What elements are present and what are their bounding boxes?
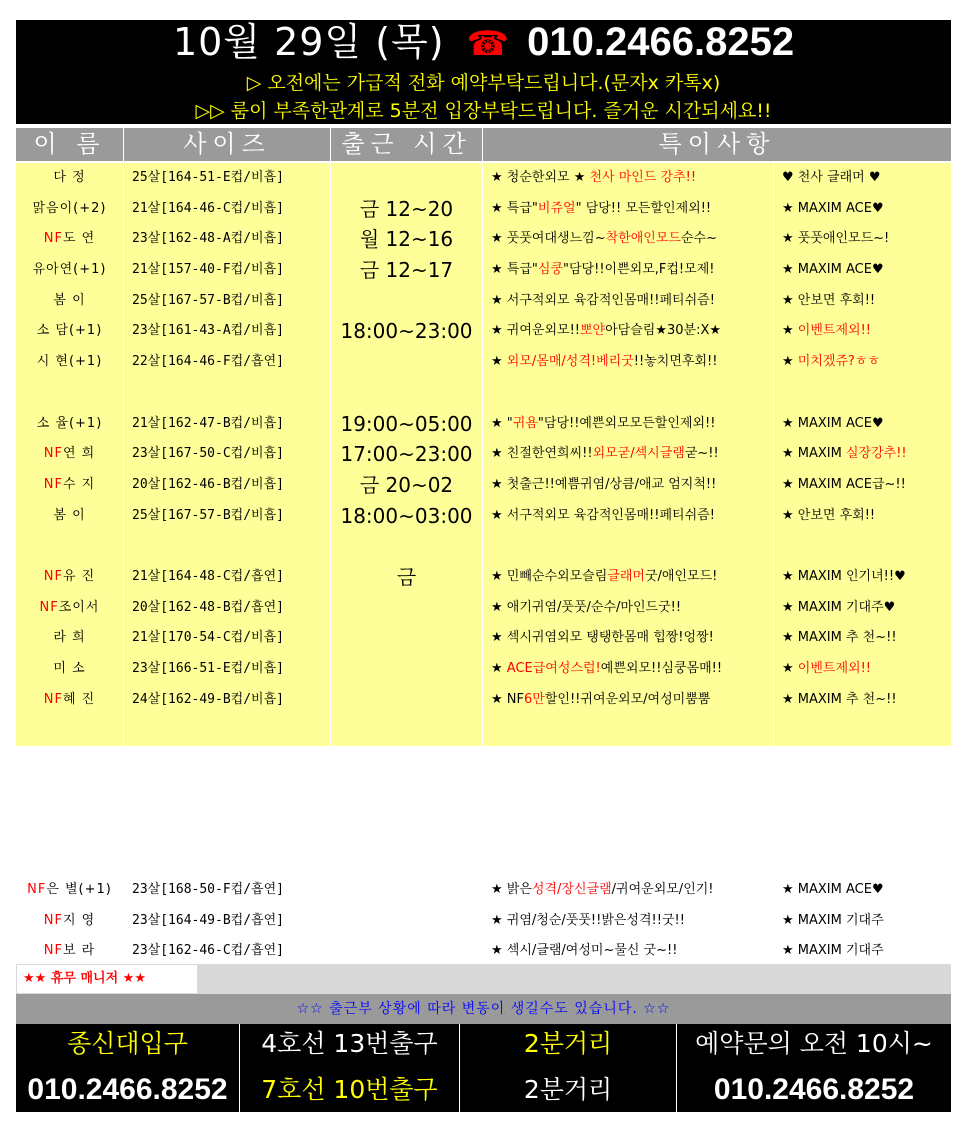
cell-note [483, 316, 774, 347]
cell-size: 20살[162-48-B컵/흡연] [124, 593, 331, 624]
cell-extra [774, 409, 951, 440]
table-row [16, 439, 951, 470]
cell-note [483, 439, 774, 470]
extra-text: ★ MAXIM ACE♥ [782, 415, 884, 431]
cell-note [483, 163, 774, 194]
footer-cell-3 [460, 1024, 677, 1112]
note-text-tail: 굿/애인모드! [644, 568, 718, 584]
note-text: ★ " [491, 415, 513, 431]
col-notes: 특이사항 [658, 130, 776, 158]
note-text: ★ 친절한연희씨!! [491, 446, 593, 462]
table-row [16, 255, 951, 286]
name-text: 연 희 [62, 446, 96, 462]
table-row [16, 623, 951, 654]
note-highlight: 외모굳/섹시글램 [592, 446, 685, 462]
cell-size: 21살[164-48-C컵/흡연] [124, 562, 331, 593]
cell-extra [774, 501, 951, 532]
cell-time: 금 12~20 [331, 194, 483, 225]
note-text: ★ 섹시/글램/여성미~물신 굿~!! [491, 943, 678, 959]
extra-text: ★ MAXIM [782, 446, 846, 462]
cell-name: 미 소 [16, 654, 124, 685]
name-text: 은 별(+1) [46, 882, 112, 897]
cell-note [483, 562, 774, 593]
note-text-tail: "담당!!이쁜외모,F컵!모제! [563, 262, 715, 278]
name-text: 혜 진 [62, 691, 96, 707]
note-highlight: 비쥬얼 [537, 200, 576, 216]
extra-highlight: 실장강추!! [845, 446, 907, 462]
extra-text: ★ [782, 661, 798, 676]
nf-badge: NF [43, 568, 63, 584]
note-text-tail: 순수~ [680, 231, 717, 247]
cell-name [16, 936, 124, 967]
table-row [16, 194, 951, 225]
cell-size: 23살[164-49-B컵/흡연] [124, 906, 331, 937]
column-header [16, 128, 951, 161]
note-text-tail: /귀여운외모/인기! [611, 882, 714, 897]
cell-time: 금 20~02 [331, 470, 483, 501]
cell-name: 소 담(+1) [16, 316, 124, 347]
cell-note [483, 875, 774, 906]
note-text: ★ 밝은 [491, 882, 532, 897]
footer-phone-2[interactable]: 010.2466.8252 [713, 1073, 915, 1106]
note-text: ★ 특급" [491, 200, 538, 216]
table-row [16, 715, 951, 746]
table-row [16, 224, 951, 255]
nf-badge: NF [43, 691, 63, 707]
cell-note [483, 531, 774, 562]
extra-text: ♥ 천사 글래머 ♥ [782, 170, 881, 185]
cell-time [331, 936, 483, 967]
footer-cell-2 [240, 1024, 460, 1112]
footer-station: 종신대입구 [67, 1029, 188, 1058]
table-row [16, 685, 951, 716]
col-time: 출근 시간 [331, 128, 483, 161]
cell-extra [774, 593, 951, 624]
cell-size: 25살[164-51-E컵/비흡] [124, 163, 331, 194]
note-text-tail: 굳~!! [684, 446, 719, 462]
table-row [16, 347, 951, 378]
footer-line4: 4호선 13번출구 [261, 1029, 438, 1058]
phone-icon: ☎ [466, 24, 510, 64]
extra-text: ★ MAXIM ACE♥ [782, 200, 884, 216]
cell-size: 21살[162-47-B컵/비흡] [124, 409, 331, 440]
extra-text: ★ MAXIM 기대주 [782, 912, 884, 928]
note-highlight: 뽀얀 [580, 323, 606, 339]
note-highlight: 심쿵 [537, 262, 564, 278]
col-name: 이 름 [16, 128, 124, 161]
footer-cell-4 [677, 1024, 951, 1112]
cell-time [331, 654, 483, 685]
note-highlight: 글래머 [607, 568, 645, 584]
cell-extra [774, 255, 951, 286]
cell-size: 23살[168-50-F컵/흡연] [124, 875, 331, 906]
name-text: 보 라 [62, 943, 96, 959]
extra-text: ★ 안보면 후회!! [782, 507, 876, 523]
extra-text: ★ MAXIM 추 천~!! [782, 630, 897, 646]
note-text: ★ [491, 661, 507, 676]
cell-extra [774, 378, 951, 409]
cell-size: 25살[167-57-B컵/비흡] [124, 501, 331, 532]
note-text-tail: "담당!!예쁜외모모든할인제외!! [537, 415, 716, 431]
name-text: 지 영 [62, 912, 96, 928]
cell-name [16, 439, 124, 470]
note-highlight: ACE급여성스럽! [506, 661, 601, 676]
cell-extra [774, 875, 951, 906]
cell-extra [774, 347, 951, 378]
cell-time [331, 347, 483, 378]
cell-time [331, 286, 483, 317]
cell-name [16, 685, 124, 716]
header-notice-2: ▷▷ 룸이 부족한관계로 5분전 입장부탁드립니다. 즐거운 시간되세요!! [195, 100, 772, 122]
nf-badge: NF [43, 912, 63, 928]
extra-text: ★ MAXIM 기대주♥ [782, 599, 896, 615]
cell-size: 21살[170-54-C컵/비흡] [124, 623, 331, 654]
cell-name: 시 현(+1) [16, 347, 124, 378]
header-date: 10월 29일 (목) [172, 20, 445, 64]
cell-name [16, 906, 124, 937]
footer-cell-1 [16, 1024, 240, 1112]
nf-badge: NF [43, 476, 63, 492]
cell-note [483, 224, 774, 255]
cell-note [483, 593, 774, 624]
note-highlight: 천사 마인드 강추!! [589, 170, 697, 185]
table-row [16, 936, 951, 967]
note-text: ★ [491, 354, 507, 370]
cell-name [16, 875, 124, 906]
header-phone[interactable]: 010.2466.8252 [527, 20, 795, 64]
extra-highlight: 이벤트제외!! [797, 661, 872, 676]
cell-note [483, 906, 774, 937]
cell-size [124, 531, 331, 562]
extra-text: ★ MAXIM 기대주 [782, 943, 884, 959]
extra-text: ★ MAXIM 인기녀!!♥ [782, 568, 906, 584]
cell-size [124, 715, 331, 746]
cell-extra [774, 623, 951, 654]
name-text: 조이서 [58, 599, 100, 615]
note-highlight: 귀욤 [512, 415, 538, 431]
nf-badge: NF [43, 231, 63, 247]
nf-badge: NF [43, 446, 63, 462]
extra-text: ★ 풋풋애인모드~! [782, 231, 890, 247]
table-row [16, 654, 951, 685]
cell-time [331, 906, 483, 937]
footer-phone-1[interactable]: 010.2466.8252 [27, 1073, 228, 1106]
cell-extra [774, 531, 951, 562]
cell-extra [774, 654, 951, 685]
note-highlight: 6만 [524, 691, 545, 707]
note-text: ★ 서구적외모 육감적인몸매!!페티쉬즘! [491, 292, 715, 308]
cell-extra [774, 562, 951, 593]
cell-size: 23살[161-43-A컵/비흡] [124, 316, 331, 347]
note-text: ★ 섹시귀염외모 탱탱한몸매 힙짱!엉짱! [491, 630, 714, 646]
name-text: 도 연 [62, 231, 96, 247]
cell-note [483, 409, 774, 440]
cell-name: 맑음이(+2) [16, 194, 124, 225]
extra-text: ★ MAXIM ACE♥ [782, 882, 884, 897]
cell-name: 소 율(+1) [16, 409, 124, 440]
table-row [16, 562, 951, 593]
cell-size: 22살[164-46-F컵/흡연] [124, 347, 331, 378]
cell-time: 금 12~17 [331, 255, 483, 286]
cell-time: 18:00~03:00 [331, 501, 483, 532]
table-row [16, 906, 951, 937]
cell-time [331, 593, 483, 624]
cell-size: 25살[167-57-B컵/비흡] [124, 286, 331, 317]
cell-extra [774, 163, 951, 194]
extra-text: ★ MAXIM ACE급~!! [782, 476, 906, 492]
extra-text: ★ [782, 323, 798, 339]
cell-extra [774, 685, 951, 716]
notice-bar: ☆☆ 출근부 상황에 따라 변동이 생길수도 있습니다. ☆☆ [16, 994, 951, 1024]
table-row [16, 531, 951, 562]
cell-note [483, 654, 774, 685]
schedule-table [16, 163, 951, 746]
cell-extra [774, 286, 951, 317]
note-text: ★ 애기귀염/풋풋/순수/마인드굿!! [491, 599, 682, 615]
cell-size [124, 378, 331, 409]
note-text: ★ 청순한외모 ★ [491, 170, 590, 185]
note-highlight: 성격/장신글램 [531, 882, 612, 897]
cell-size: 23살[166-51-E컵/비흡] [124, 654, 331, 685]
cell-size: 20살[162-46-B컵/비흡] [124, 470, 331, 501]
cell-size: 21살[157-40-F컵/비흡] [124, 255, 331, 286]
note-text: ★ 풋풋여대생느낌~ [491, 231, 606, 247]
table-row [16, 593, 951, 624]
note-text: ★ 첫출근!!예쁨귀염/상큼/애교 엄지척!! [491, 476, 717, 492]
cell-note [483, 470, 774, 501]
cell-extra [774, 316, 951, 347]
nf-badge: NF [39, 599, 59, 615]
table-row [16, 378, 951, 409]
cell-name [16, 593, 124, 624]
note-highlight: 외모/몸매/성격!베리굿 [506, 354, 634, 370]
cell-extra [774, 439, 951, 470]
cell-note [483, 685, 774, 716]
cell-size: 21살[164-46-C컵/비흡] [124, 194, 331, 225]
table-row [16, 875, 951, 906]
note-text-tail: 할인!!귀여운외모/여성미뿜뿜 [544, 691, 711, 707]
extra-table [16, 875, 951, 967]
cell-name: 라 희 [16, 623, 124, 654]
name-text: 유 진 [62, 568, 96, 584]
cell-note [483, 194, 774, 225]
note-text-tail: " 담당!! 모든할인제외!! [575, 200, 712, 216]
cell-name: 다 정 [16, 163, 124, 194]
cell-note [483, 623, 774, 654]
cell-extra [774, 936, 951, 967]
cell-time [331, 531, 483, 562]
cell-size: 24살[162-49-B컵/비흡] [124, 685, 331, 716]
holiday-bar [16, 964, 951, 994]
cell-time [331, 163, 483, 194]
cell-note [483, 501, 774, 532]
extra-highlight: 미치겠쥬?ㅎㅎ [797, 354, 881, 370]
cell-name: 봄 이 [16, 501, 124, 532]
extra-highlight: 이벤트제외!! [797, 323, 872, 339]
holiday-label: ★★ 휴무 매니저 ★★ [16, 964, 198, 994]
note-text: ★ NF [491, 691, 524, 707]
cell-note [483, 347, 774, 378]
nf-badge: NF [27, 882, 47, 897]
extra-text: ★ MAXIM ACE♥ [782, 262, 884, 278]
header-notice-1: ▷ 오전에는 가급적 전화 예약부탁드립니다.(문자x 카톡x) [246, 72, 721, 94]
cell-name [16, 470, 124, 501]
footer-line7: 7호선 10번출구 [261, 1075, 438, 1104]
extra-text: ★ 안보면 후회!! [782, 292, 876, 308]
table-row [16, 163, 951, 194]
schedule-board [16, 20, 951, 1106]
footer-distance-1: 2분거리 [523, 1029, 613, 1058]
cell-name [16, 378, 124, 409]
cell-note [483, 936, 774, 967]
cell-time [331, 685, 483, 716]
note-text: ★ 민빼순수외모슬림 [491, 568, 608, 584]
header-banner [16, 20, 951, 124]
cell-extra [774, 906, 951, 937]
cell-name: 봄 이 [16, 286, 124, 317]
cell-time: 금 [331, 562, 483, 593]
note-text: ★ 특급" [491, 262, 538, 278]
cell-time [331, 378, 483, 409]
cell-note [483, 715, 774, 746]
cell-time: 월 12~16 [331, 224, 483, 255]
note-text-tail: 아담슬림★30분:X★ [605, 323, 722, 339]
table-row [16, 501, 951, 532]
header-title [16, 20, 951, 62]
footer-reserve: 예약문의 오전 10시~ [695, 1029, 933, 1058]
cell-time: 19:00~05:00 [331, 409, 483, 440]
footer-distance-2: 2분거리 [523, 1075, 613, 1104]
table-row [16, 286, 951, 317]
cell-name: 유아연(+1) [16, 255, 124, 286]
cell-extra [774, 470, 951, 501]
cell-name [16, 562, 124, 593]
note-text: ★ 귀여운외모!! [491, 323, 580, 339]
cell-extra [774, 715, 951, 746]
note-text: ★ 귀염/청순/풋풋!!밝은성격!!굿!! [491, 912, 685, 928]
cell-note [483, 286, 774, 317]
cell-size: 23살[162-48-A컵/비흡] [124, 224, 331, 255]
table-row [16, 316, 951, 347]
name-text: 수 지 [62, 476, 96, 492]
note-text-tail: 예쁜외모!!심쿵몸매!! [600, 661, 723, 676]
cell-time [331, 623, 483, 654]
note-highlight: 착한애인모드 [605, 231, 681, 247]
extra-text: ★ [782, 354, 798, 370]
footer [16, 1024, 951, 1112]
cell-name [16, 224, 124, 255]
table-row [16, 470, 951, 501]
cell-name [16, 715, 124, 746]
nf-badge: NF [43, 943, 63, 959]
note-text: ★ 서구적외모 육감적인몸매!!페티쉬즘! [491, 507, 715, 523]
cell-size: 23살[162-46-C컵/흡연] [124, 936, 331, 967]
cell-time: 18:00~23:00 [331, 316, 483, 347]
table-row [16, 409, 951, 440]
cell-size: 23살[167-50-C컵/비흡] [124, 439, 331, 470]
cell-extra [774, 194, 951, 225]
cell-extra [774, 224, 951, 255]
cell-time: 17:00~23:00 [331, 439, 483, 470]
extra-text: ★ MAXIM 추 천~!! [782, 691, 897, 707]
cell-name [16, 531, 124, 562]
col-size: 사이즈 [124, 128, 331, 161]
cell-time [331, 875, 483, 906]
cell-time [331, 715, 483, 746]
cell-note [483, 378, 774, 409]
note-text-tail: !!놓치면후회!! [633, 354, 718, 370]
cell-note [483, 255, 774, 286]
